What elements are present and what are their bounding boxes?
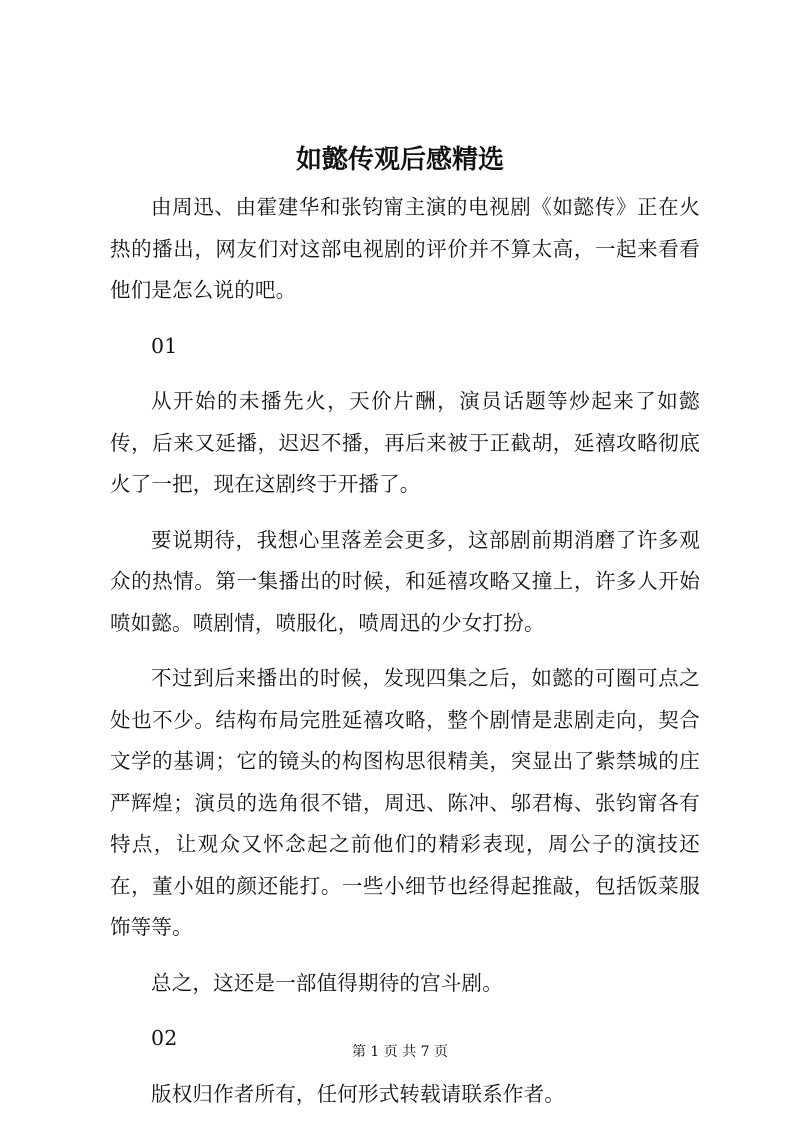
paragraph-review: 不过到后来播出的时候，发现四集之后，如懿的可圈可点之处也不少。结构布局完胜延禧攻略，整个剧情是悲剧走向，契合文学的基调；它的镜头的构图构思很精美，突显出了紫禁城的庄严辉煌；演员的选角很不错，周迅、陈冲、邬君梅、张钧甯各有特点，让观众又怀念起之前他们的精彩表现，周公子的演技还在，董小姐的颜还能打。一些小细节也经得起推敲，包括饭菜服饰等等。: [110, 666, 700, 939]
document-title: 如懿传观后感精选: [295, 145, 504, 175]
document-body: [110, 187, 700, 1129]
paragraph-conclusion: 总之，这还是一部值得期待的宫斗剧。: [151, 970, 503, 995]
section-number-02: 02: [151, 1026, 178, 1050]
section-number-01: 01: [151, 333, 178, 358]
paragraph-copyright: 版权归作者所有，任何形式转载请联系作者。: [151, 1081, 565, 1106]
page-footer: 第 1 页 共 7 页: [351, 1044, 449, 1060]
paragraph-background: 从开始的未播先火，天价片酬，演员话题等炒起来了如懿传，后来又延播，迟迟不播，再后来被于正截胡，延禧攻略彻底火了一把，现在这剧终于开播了。: [110, 389, 700, 496]
paragraph-intro: 由周迅、由霍建华和张钧甯主演的电视剧《如懿传》正在火热的播出，网友们对这部电视剧的评价并不算太高，一起来看看他们是怎么说的吧。: [110, 195, 700, 302]
paragraph-expectation: 要说期待，我想心里落差会更多，这部剧前期消磨了许多观众的热情。第一集播出的时候，和延禧攻略又撞上，许多人开始喷如懿。喷剧情，喷服化，喷周迅的少女打扮。: [110, 527, 700, 635]
